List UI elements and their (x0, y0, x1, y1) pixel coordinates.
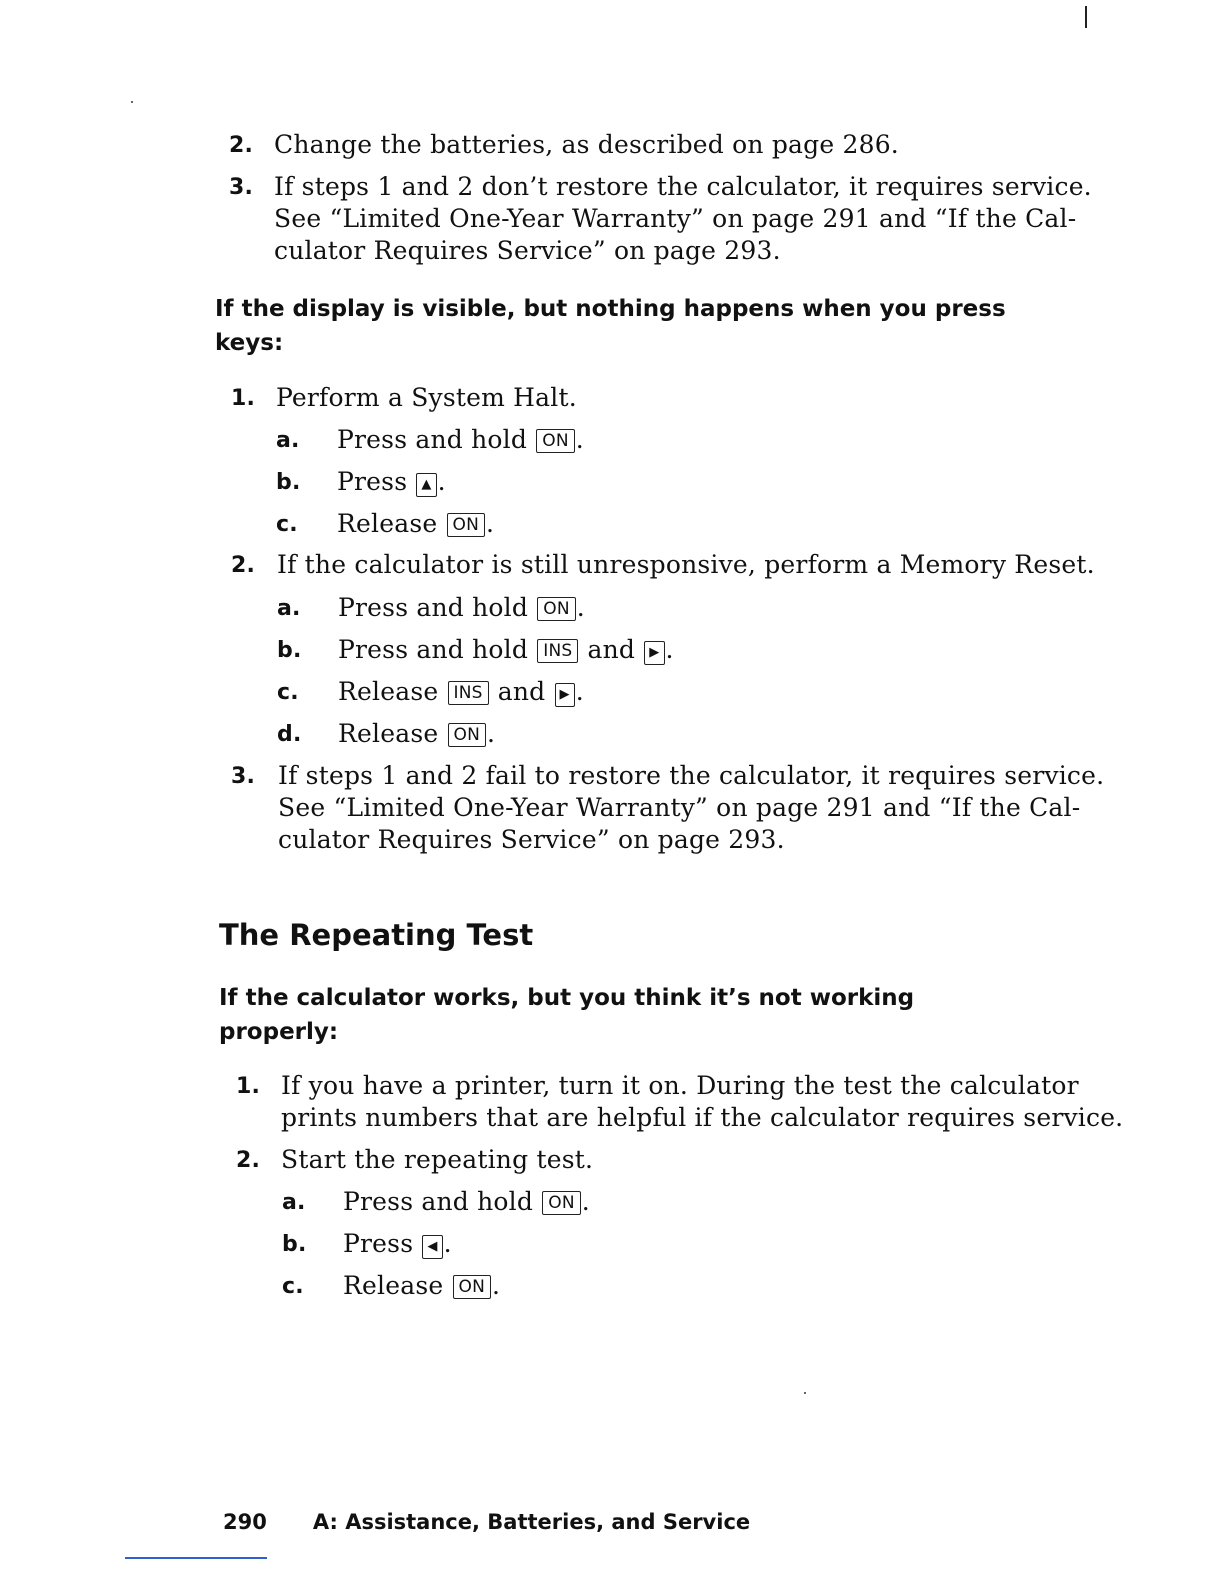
list-item (0, 172, 1224, 206)
list-item (0, 1145, 1224, 1179)
step-number: 1. (231, 386, 256, 411)
sub-step-text: Press (343, 1229, 414, 1258)
sub-step-text: Press and hold (338, 593, 529, 622)
period: . (581, 1187, 590, 1216)
ins-key: INS (537, 639, 578, 663)
section-title: The Repeating Test (219, 918, 534, 952)
conjunction: and (587, 635, 636, 664)
sub-step-text: Press and hold (338, 635, 529, 664)
left-arrow-key-icon: ◀ (422, 1235, 442, 1259)
period: . (486, 509, 495, 538)
step-text-line: culator Requires Service” on page 293. (274, 236, 781, 265)
period: . (665, 635, 674, 664)
period: . (576, 593, 585, 622)
list-item (0, 383, 1224, 417)
step-text-line: culator Requires Service” on page 293. (278, 825, 785, 854)
subheading-line: If the display is visible, but nothing happens when you press (215, 296, 1006, 322)
step-number: 2. (236, 1148, 261, 1173)
conjunction: and (497, 677, 546, 706)
list-item (0, 1071, 1224, 1105)
up-arrow-key-icon: ▲ (416, 473, 436, 497)
step-text-line: If steps 1 and 2 don’t restore the calculator, it requires service. (274, 172, 1092, 201)
step-text: If the calculator is still unresponsive, perform a Memory Reset. (277, 550, 1095, 579)
step-text-line: See “Limited One-Year Warranty” on page 291 and “If the Cal- (274, 204, 1077, 233)
subheading-line: If the calculator works, but you think it’s not working (219, 985, 915, 1011)
step-number: 2. (231, 553, 256, 578)
bottom-rule (125, 1557, 267, 1559)
step-text: Change the batteries, as described on page 286. (274, 130, 899, 159)
sub-step (0, 1187, 1224, 1221)
page-footer (223, 1510, 750, 1534)
ins-key: INS (448, 681, 489, 705)
margin-bar (1085, 6, 1087, 28)
sub-step (0, 593, 1224, 627)
subheading-line: keys: (215, 330, 284, 356)
step-text-line: If you have a printer, turn it on. During the test the calculator (281, 1071, 1079, 1100)
sub-step-text: Release (343, 1271, 444, 1300)
sub-step-text: Press (337, 467, 408, 496)
step-text: Start the repeating test. (281, 1145, 594, 1174)
step-number: 2. (229, 133, 254, 158)
right-arrow-key-icon: ▶ (644, 641, 664, 665)
sub-step-letter: a. (277, 596, 301, 621)
sub-step (0, 425, 1224, 459)
list-item (0, 130, 1224, 164)
step-text-line: prints numbers that are helpful if the calculator requires service. (281, 1103, 1124, 1132)
step-number: 3. (229, 175, 254, 200)
on-key: ON (453, 1275, 492, 1299)
sub-step-text: Release (338, 677, 439, 706)
list-item (0, 761, 1224, 795)
step-number: 1. (236, 1074, 261, 1099)
step-text: Perform a System Halt. (276, 383, 577, 412)
sub-step-text: Release (337, 509, 438, 538)
period: . (443, 1229, 452, 1258)
list-item-continuation (0, 825, 1224, 859)
sub-step-letter: b. (282, 1232, 307, 1257)
list-item-continuation (0, 793, 1224, 827)
chapter-title: A: Assistance, Batteries, and Service (312, 1510, 751, 1534)
period: . (575, 425, 584, 454)
on-key: ON (536, 429, 575, 453)
sub-step (0, 509, 1224, 543)
sub-step-text: Press and hold (337, 425, 528, 454)
step-text-line: If steps 1 and 2 fail to restore the calculator, it requires service. (278, 761, 1105, 790)
sub-step (0, 635, 1224, 669)
on-key: ON (537, 597, 576, 621)
sub-step-letter: a. (282, 1190, 306, 1215)
list-item-continuation (0, 204, 1224, 238)
sub-step-letter: c. (277, 680, 299, 705)
sub-step (0, 1271, 1224, 1305)
scan-speck (131, 101, 133, 103)
sub-step (0, 1229, 1224, 1263)
subheading-line: properly: (219, 1019, 339, 1045)
on-key: ON (448, 723, 487, 747)
sub-step (0, 677, 1224, 711)
sub-step (0, 467, 1224, 501)
sub-step (0, 719, 1224, 753)
sub-step-text: Release (338, 719, 439, 748)
sub-step-letter: d. (277, 722, 302, 747)
period: . (575, 677, 584, 706)
scan-speck (804, 1392, 806, 1394)
sub-step-text: Press and hold (343, 1187, 534, 1216)
period: . (492, 1271, 501, 1300)
sub-step-letter: c. (276, 512, 298, 537)
period: . (487, 719, 496, 748)
sub-step-letter: c. (282, 1274, 304, 1299)
list-item-continuation (0, 236, 1224, 270)
on-key: ON (447, 513, 486, 537)
step-text-line: See “Limited One-Year Warranty” on page 291 and “If the Cal- (278, 793, 1081, 822)
sub-step-letter: b. (277, 638, 302, 663)
sub-step-letter: a. (276, 428, 300, 453)
sub-step-letter: b. (276, 470, 301, 495)
right-arrow-key-icon: ▶ (555, 683, 575, 707)
list-item-continuation (0, 1103, 1224, 1137)
on-key: ON (542, 1191, 581, 1215)
period: . (437, 467, 446, 496)
step-number: 3. (231, 764, 256, 789)
page-number: 290 (223, 1510, 267, 1534)
list-item (0, 550, 1224, 584)
